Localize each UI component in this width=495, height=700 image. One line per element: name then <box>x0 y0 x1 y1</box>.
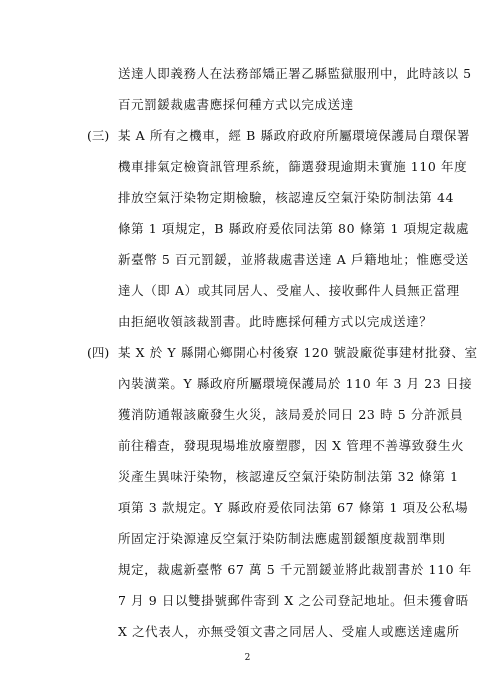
question-4-line-3: 獲消防通報該廠發生火災，該局爰於同日 23 時 5 分許派員 <box>118 407 464 422</box>
question-4-line-4: 前往稽查，發現現場堆放廢塑膠，因 X 管理不善導致發生火 <box>118 438 465 453</box>
question-4-line-8: 規定，裁處新臺幣 67 萬 5 千元罰鍰並將此裁罰書於 110 年 <box>118 562 472 577</box>
question-4-marker: (四) <box>87 345 110 360</box>
question-4-line-2: 內裝潢業。Y 縣政府所屬環境保護局於 110 年 3 月 23 日接 <box>118 376 473 391</box>
question-3-line-4: 條第 1 項規定，B 縣政府爰依同法第 80 條第 1 項規定裁處 <box>118 221 470 236</box>
question-4-line-10: X 之代表人，亦無受領文書之同居人、受雇人或應送達處所 <box>118 624 460 639</box>
question-4-line-1: 某 X 於 Y 縣開心鄉開心村後寮 120 號設廠從事建材批發、室 <box>118 345 478 360</box>
question-3-line-7: 由拒絕收領該裁罰書。此時應採何種方式以完成送達？ <box>118 314 433 329</box>
question-3-line-2: 機車排氣定檢資訊管理系統，篩選發現逾期未實施 110 年度 <box>118 159 468 174</box>
question-3-line-6: 達人（即 A）或其同居人、受雇人、接收郵件人員無正當理 <box>118 283 460 298</box>
page-number: 2 <box>244 653 251 663</box>
intro-line-1: 送達人即義務人在法務部矯正署乙縣監獄服刑中，此時該以 5 <box>118 66 472 81</box>
question-3-line-5: 新臺幣 5 百元罰鍰，並將裁處書送達 A 戶籍地址；惟應受送 <box>118 252 469 267</box>
question-4-line-6: 項第 3 款規定。Y 縣政府爰依同法第 67 條第 1 項及公私場 <box>118 500 469 515</box>
question-3-marker: (三) <box>87 128 110 143</box>
question-3-line-1: 某 A 所有之機車，經 B 縣政府政府所屬環境保護局自環保署 <box>118 128 471 143</box>
question-3-line-3: 排放空氣汙染物定期檢驗，核認違反空氣汙染防制法第 44 <box>118 190 455 205</box>
question-4-line-7: 所固定汙染源違反空氣汙染防制法應處罰鍰額度裁罰準則 <box>118 531 446 546</box>
question-4-line-5: 災產生異味汙染物，核認違反空氣汙染防制法第 32 條第 1 <box>118 469 459 484</box>
question-4-line-9: 7 月 9 日以雙掛號郵件寄到 X 之公司登記地址。但未獲會晤 <box>118 593 469 608</box>
intro-line-2: 百元罰鍰裁處書應採何種方式以完成送達 <box>118 97 354 112</box>
